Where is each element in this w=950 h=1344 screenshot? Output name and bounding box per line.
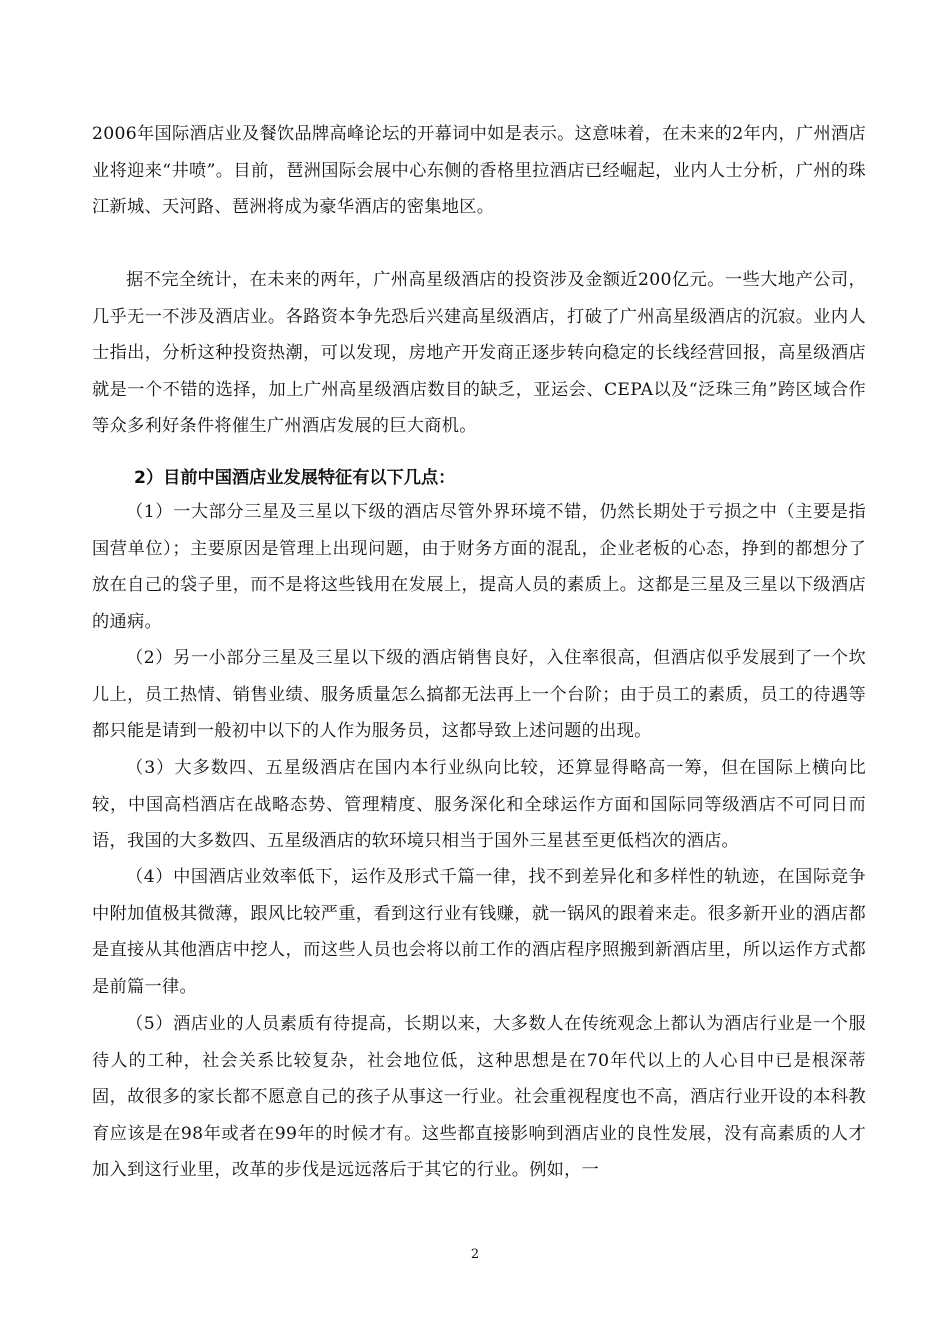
point-1: （1）一大部分三星及三星以下级的酒店尽管外界环境不错，仍然长期处于亏损之中（主要是指国营单位）；主要原因是管理上出现问题，由于财务方面的混乱，企业老板的心态，挣到的都想分了放在自己的袋子里，而不是将这些钱用在发展上，提高人员的素质上。这都是三星及三星以下级酒店的通病。	[92, 502, 866, 632]
paragraph-investment-statistics: 据不完全统计，在未来的两年，广州高星级酒店的投资涉及金额近200亿元。一些大地产公司，几乎无一不涉及酒店业。各路资本争先恐后兴建高星级酒店，打破了广州高星级酒店的沉寂。业内人士指出，分析这种投资热潮，可以发现，房地产开发商正逐步转向稳定的长线经营回报，高星级酒店就是一个不错的选择，加上广州高星级酒店数目的缺乏，亚运会、CEPA以及“泛珠三角”跨区域合作等众多利好条件将催生广州酒店发展的巨大商机。	[92, 270, 866, 436]
point-4: （4）中国酒店业效率低下，运作及形式千篇一律，找不到差异化和多样性的轨迹，在国际竞争中附加值极其微薄，跟风比较严重，看到这行业有钱赚，就一锅风的跟着来走。很多新开业的酒店都是直接从其他酒店中挖人，而这些人员也会将以前工作的酒店程序照搬到新酒店里，所以运作方式都是前篇一律。	[92, 867, 866, 997]
paragraph-forum-intro: 2006年国际酒店业及餐饮品牌高峰论坛的开幕词中如是表示。这意味着，在未来的2年内，广州酒店业将迎来“井喷”。目前，琶洲国际会展中心东侧的香格里拉酒店已经崛起，业内人士分析，广州的珠江新城、天河路、琶洲将成为豪华酒店的密集地区。	[92, 124, 866, 217]
point-2: （2）另一小部分三星及三星以下级的酒店销售良好，入住率很高，但酒店似乎发展到了一个坎儿上，员工热情、销售业绩、服务质量怎么搞都无法再上一个台阶；由于员工的素质，员工的待遇等都只能是请到一般初中以下的人作为服务员，这都导致上述问题的出现。	[92, 648, 866, 741]
point-5: （5）酒店业的人员素质有待提高，长期以来，大多数人在传统观念上都认为酒店行业是一个服待人的工种，社会关系比较复杂，社会地位低，这种思想是在70年代以上的人心目中已是根深蒂固，故很多的家长都不愿意自己的孩子从事这一行业。社会重视程度也不高，酒店行业开设的本科教育应该是在98年或者在99年的时候才有。这些都直接影响到酒店业的良性发展，没有高素质的人才加入到这行业里，改革的步伐是远远落后于其它的行业。例如，一	[92, 1014, 866, 1180]
section-heading: 2）目前中国酒店业发展特征有以下几点：	[134, 468, 456, 488]
page-number: 2	[470, 1247, 480, 1262]
point-3: （3）大多数四、五星级酒店在国内本行业纵向比较，还算显得略高一筹，但在国际上横向比较，中国高档酒店在战略态势、管理精度、服务深化和全球运作方面和国际同等级酒店不可同日而语，我国的大多数四、五星级酒店的软环境只相当于国外三星甚至更低档次的酒店。	[92, 758, 866, 851]
